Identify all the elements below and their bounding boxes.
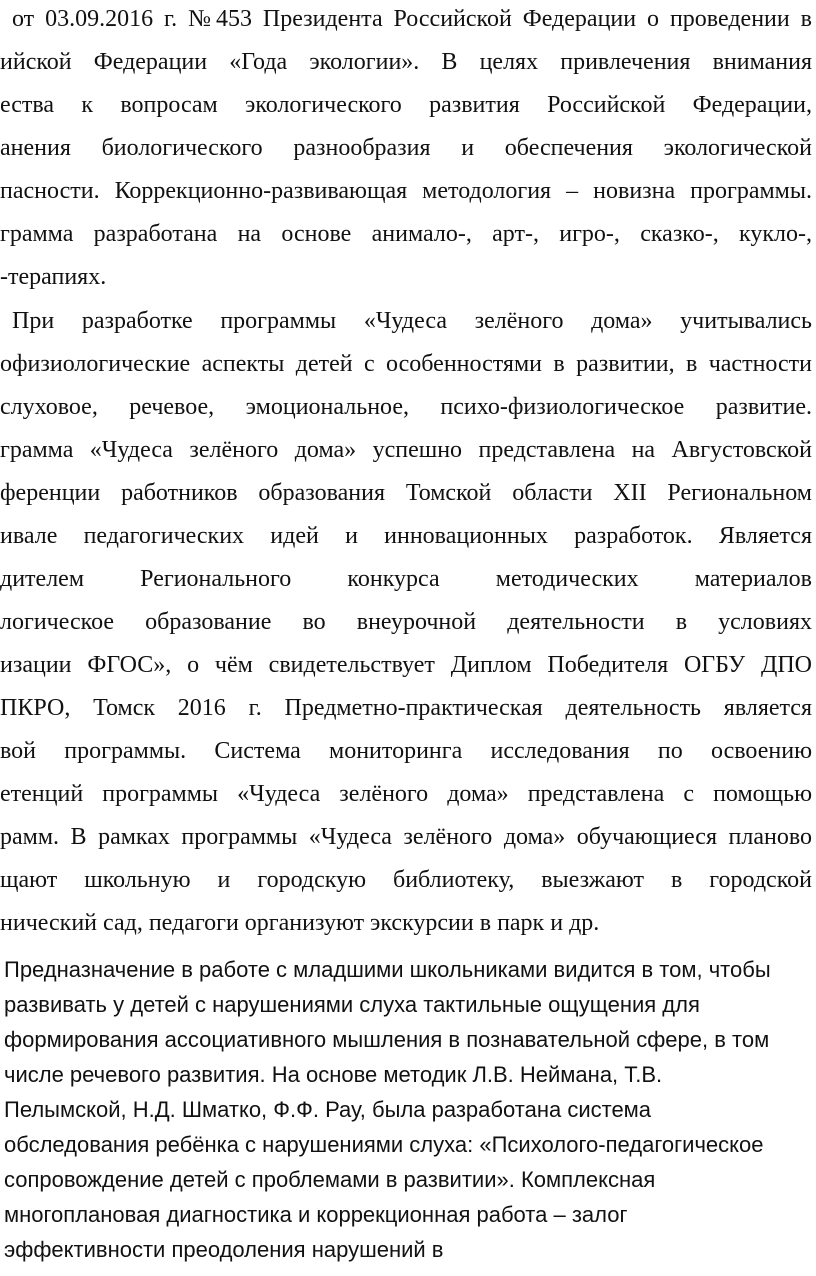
text-line: ийской Федерации «Года экологии». В целях привлечения внимания <box>0 49 812 75</box>
text-line: ества к вопросам экологического развития Российской Федерации, <box>0 92 812 118</box>
text-line: дителем Регионального конкурса методических материалов <box>0 566 812 592</box>
text-line: -терапиях. <box>0 264 107 290</box>
text-line: етенций программы «Чудеса зелёного дома» представлена с помощью <box>0 781 812 807</box>
text-line: многоплановая диагностика и коррекционная работа – залог <box>4 1202 628 1227</box>
text-line: изации ФГОС», о чём свидетельствует Диплом Победителя ОГБУ ДПО <box>0 652 812 678</box>
text-line: ПКРО, Томск 2016 г. Предметно-практическая деятельность является <box>0 695 812 721</box>
text-line: анения биологического разнообразия и обеспечения экологической <box>0 135 812 161</box>
text-line: Пелымской, Н.Д. Шматко, Ф.Ф. Рау, была разработана система <box>4 1097 652 1122</box>
text-line: ивале педагогических идей и инновационных разработок. Является <box>0 523 812 549</box>
text-line: рамм. В рамках программы «Чудеса зелёного дома» обучающиеся планово <box>0 824 812 850</box>
text-line: вой программы. Система мониторинга исследования по освоению <box>0 738 812 764</box>
text-line: числе речевого развития. На основе методик Л.В. Неймана, Т.В. <box>4 1062 663 1087</box>
text-line: нический сад, педагоги организуют экскурсии в парк и др. <box>0 910 600 936</box>
text-line: логическое образование во внеурочной деятельности в условиях <box>0 609 812 635</box>
text-line: Предназначение в работе с младшими школьниками видится в том, чтобы <box>4 957 771 982</box>
text-line: от 03.09.2016 г. №453 Президента Российской Федерации о проведении в <box>12 6 812 32</box>
text-line: формирования ассоциативного мышления в познавательной сфере, в том <box>4 1027 770 1052</box>
text-line: При разработке программы «Чудеса зелёного дома» учитывались <box>12 308 812 334</box>
text-line: офизиологические аспекты детей с особенностями в развитии, в частности <box>0 351 812 377</box>
text-line: грамма разработана на основе анимало-, арт-, игро-, сказко-, кукло-, <box>0 221 812 247</box>
text-line: обследования ребёнка с нарушениями слуха: «Психолого-педагогическое <box>4 1132 764 1157</box>
text-line: пасности. Коррекционно-развивающая методология – новизна программы. <box>0 178 812 204</box>
text-line: развивать у детей с нарушениями слуха тактильные ощущения для <box>4 992 700 1017</box>
text-line: слуховое, речевое, эмоциональное, психо-физиологическое развитие. <box>0 394 812 420</box>
text-line: эффективности преодоления нарушений в <box>4 1237 444 1262</box>
text-line: сопровождение детей с проблемами в развитии». Комплексная <box>4 1167 656 1192</box>
text-line: ференции работников образования Томской области XII Региональном <box>0 480 812 506</box>
text-line: щают школьную и городскую библиотеку, выезжают в городской <box>0 867 812 893</box>
text-line: грамма «Чудеса зелёного дома» успешно представлена на Августовской <box>0 437 812 463</box>
